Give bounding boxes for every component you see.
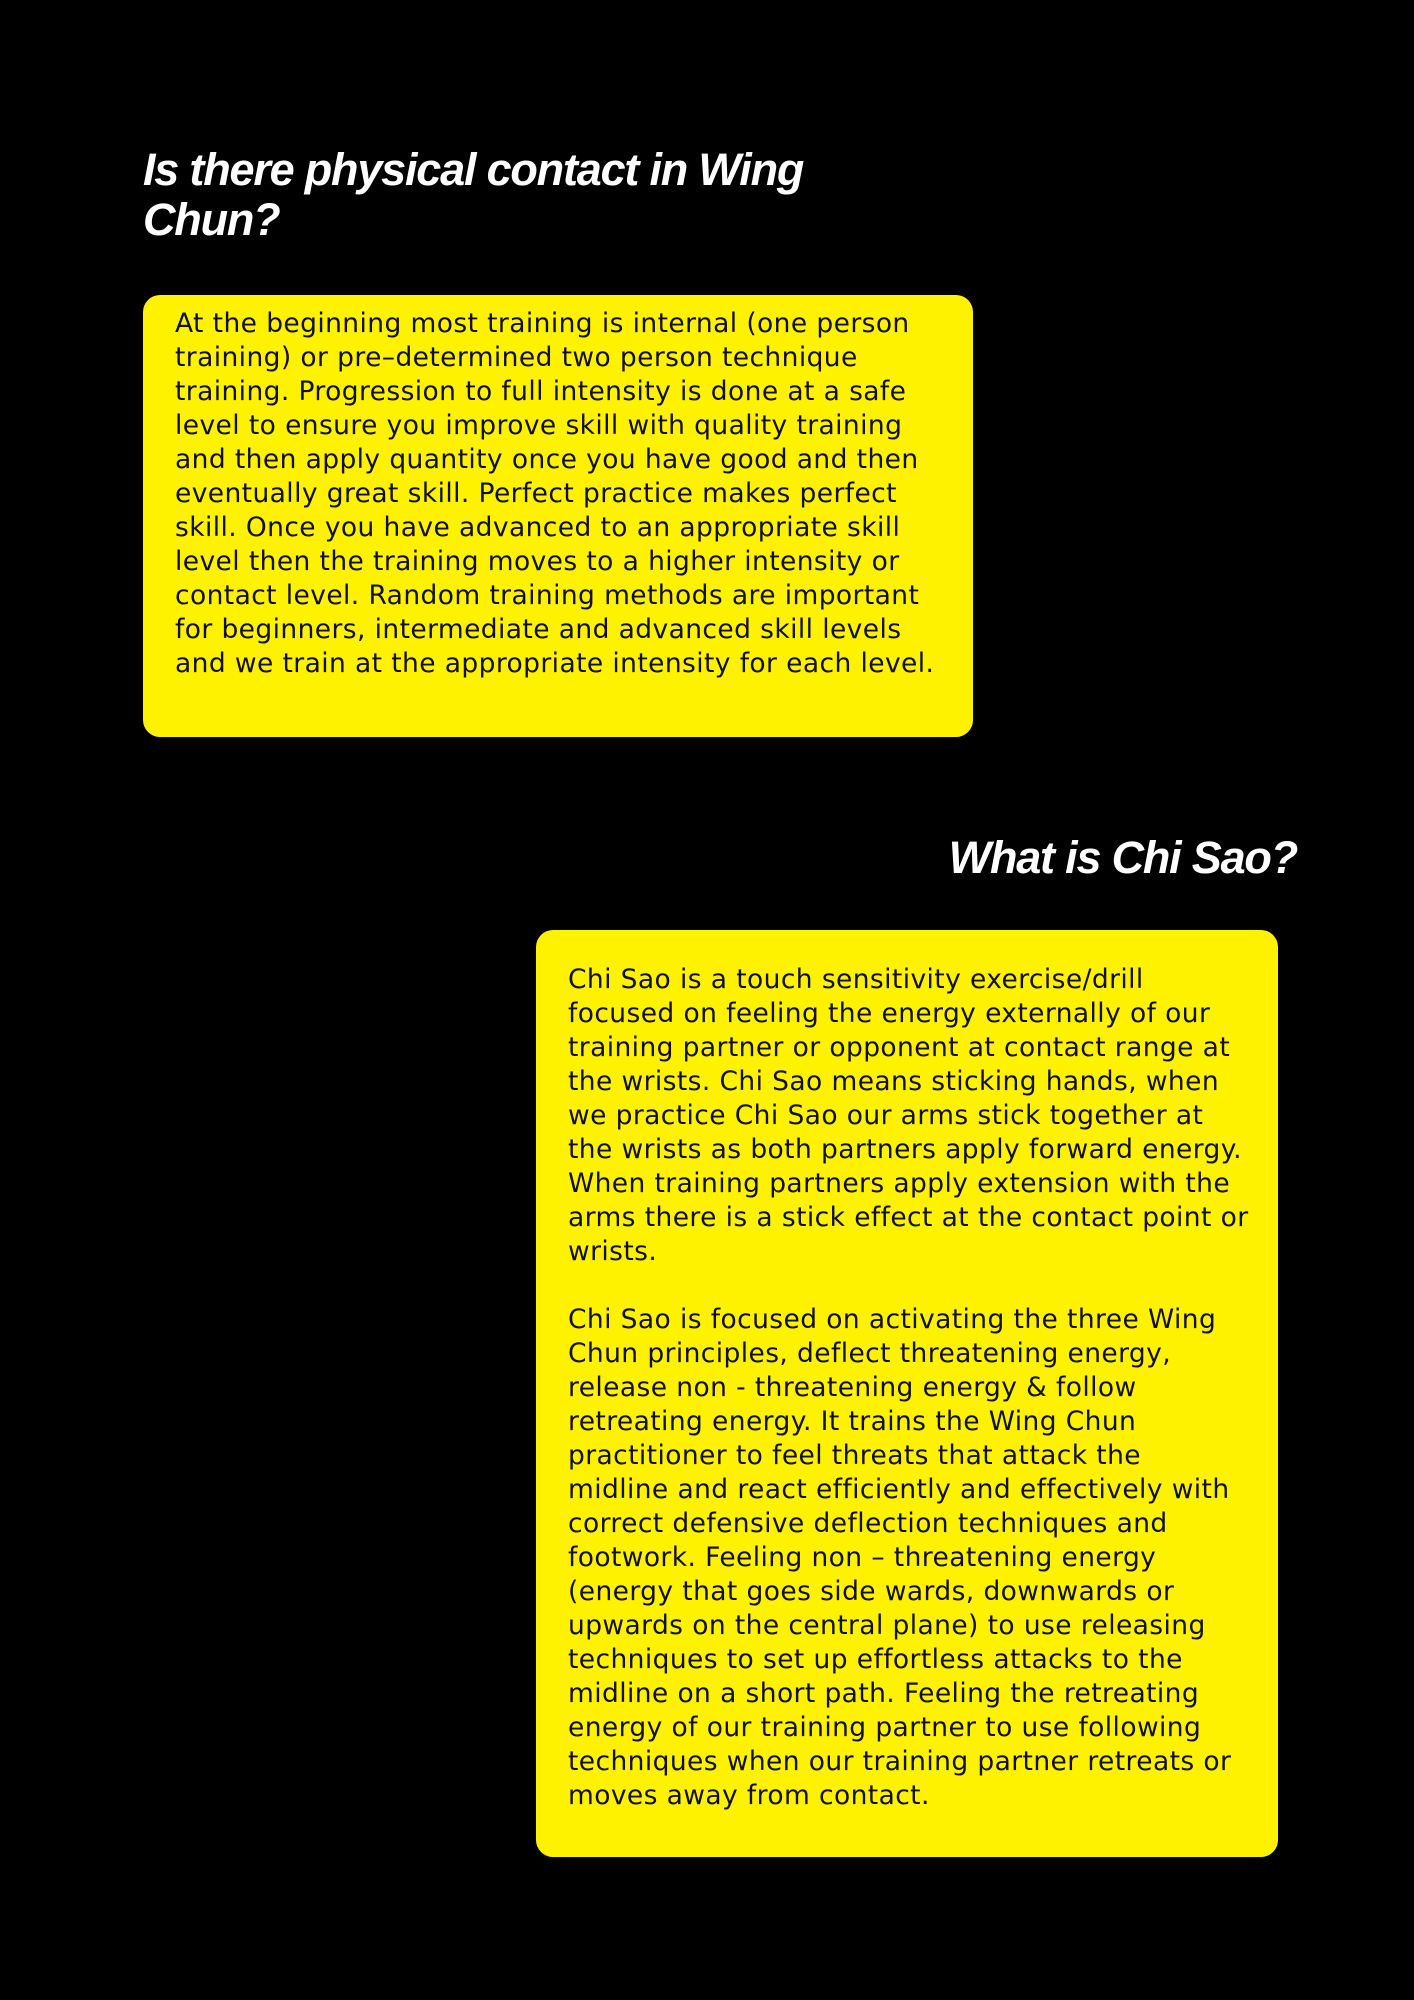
chi-sao-answer-card [536,930,1278,1857]
contact-answer-text: At the beginning most training is internal (one person training) or pre–determined two person technique training. Progression to full intensity is done at a safe level to ensure you improve skill with quality training and then apply quantity once you have good and then eventually great skill. Perfect practice makes perfect skill. Once you have advanced to an appropriate skill level then the training moves to a higher intensity or contact level. Random training methods are important for beginners, intermediate and advanced skill levels and we train at the appropriate intensity for each level. [175,308,935,679]
contact-answer-card [143,295,973,737]
chi-sao-paragraph-1: Chi Sao is a touch sensitivity exercise/drill focused on feeling the energy externally of our training partner or opponent at contact range at the wrists. Chi Sao means sticking hands, when we practice Chi Sao our arms stick together at the wrists as both partners apply forward energy. When training partners apply extension with the arms there is a stick effect at the contact point or wrists. [568,964,1249,1267]
chi-sao-paragraph-2: Chi Sao is focused on activating the three Wing Chun principles, deflect threatening energy, release non - threatening energy & follow retreating energy. It trains the Wing Chun practitioner to feel threats that attack the midline and react efficiently and effectively with correct defensive deflection techniques and footwork. Feeling non – threatening energy (energy that goes side wards, downwards or upwards on the central plane) to use releasing techniques to set up effortless attacks to the midline on a short path. Feeling the retreating energy of our training partner to use following techniques when our training partner retreats or moves away from contact. [568,1304,1232,1811]
contact-heading: Is there physical contact in Wing Chun? [143,144,804,245]
chi-sao-heading: What is Chi Sao? [948,832,1297,883]
